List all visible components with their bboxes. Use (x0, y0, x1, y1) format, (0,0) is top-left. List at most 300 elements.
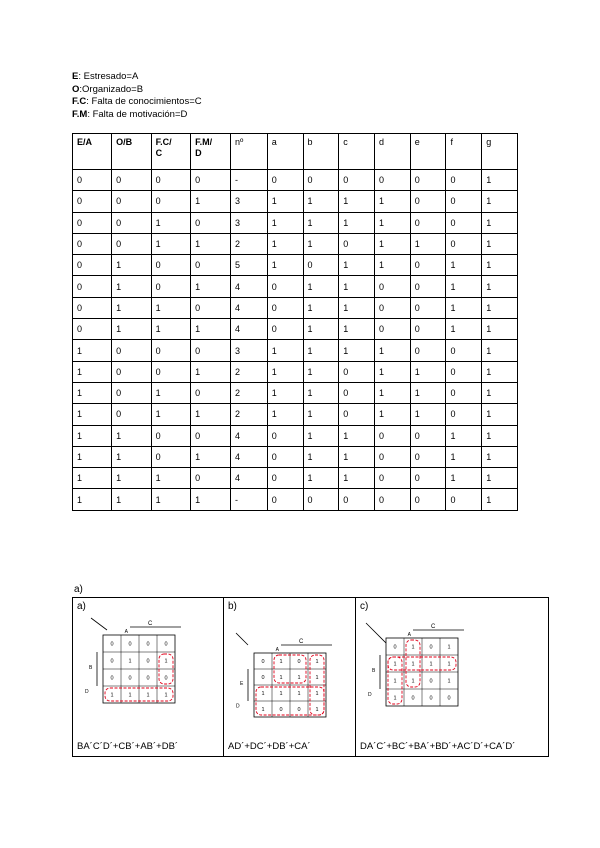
legend-abbr: F.C (72, 96, 87, 108)
table-cell: 1 (339, 425, 375, 446)
table-cell: 0 (374, 446, 410, 467)
legend-line (72, 71, 202, 84)
table-cell: 1 (482, 404, 518, 425)
kmap-cell-value: 1 (447, 661, 451, 668)
kmap-cell-value: 0 (429, 678, 433, 685)
kmap-a-expression: BA´C´D´+CB´+AB´+DB´ (77, 741, 179, 752)
kmap-cell-value: 1 (315, 675, 319, 681)
table-cell: 1 (267, 404, 303, 425)
table-cell: 0 (267, 489, 303, 510)
table-cell: 0 (112, 233, 151, 254)
table-cell: 1 (410, 361, 446, 382)
table-header-cell: g (482, 134, 518, 170)
kmap-cell-value: 0 (261, 675, 265, 681)
table-cell: 1 (303, 382, 339, 403)
table-cell: 0 (151, 170, 190, 191)
table-cell: 1 (73, 404, 112, 425)
table-cell: 0 (112, 382, 151, 403)
table-cell: 1 (482, 276, 518, 297)
kmap-var-label: A (275, 647, 279, 653)
table-cell: 0 (191, 212, 231, 233)
table-cell: 1 (191, 489, 231, 510)
table-cell: 0 (339, 233, 375, 254)
table-cell: 1 (267, 361, 303, 382)
kmap-cell-value: 1 (429, 661, 433, 668)
legend-line (72, 84, 202, 97)
table-cell: 1 (73, 468, 112, 489)
table-body (73, 170, 518, 511)
kmap-var-label: C (431, 624, 436, 630)
legend-abbr: E (72, 71, 79, 82)
table-cell: 1 (410, 404, 446, 425)
table-cell: 5 (230, 255, 267, 276)
table-cell: 1 (112, 425, 151, 446)
kmap-cell-value: 0 (164, 641, 168, 648)
table-cell: 1 (410, 382, 446, 403)
table-cell: 1 (482, 425, 518, 446)
kmap-cell-value: 1 (393, 678, 397, 685)
kmap-cell-value: 0 (279, 707, 283, 713)
legend-text: :Organizado=B (79, 83, 144, 95)
kmap-var-label: D (85, 688, 89, 695)
kmap-var-label: D (368, 691, 372, 698)
table-cell: 1 (112, 468, 151, 489)
table-cell: 1 (112, 255, 151, 276)
kmap-a-title: a) (77, 601, 86, 612)
table-cell: 1 (191, 319, 231, 340)
table-cell: 1 (191, 233, 231, 254)
table-cell: 0 (374, 170, 410, 191)
kmap-a-diagram (73, 598, 225, 758)
table-header-cell: E/A (73, 134, 112, 170)
kmap-var-label: B (372, 668, 376, 674)
table-header-cell: d (374, 134, 410, 170)
table-cell: 0 (191, 170, 231, 191)
kmap-cell-value: 0 (110, 641, 114, 648)
kmap-cell-value: 1 (411, 678, 415, 685)
table-cell: 1 (303, 340, 339, 361)
table-cell: 1 (191, 276, 231, 297)
table-cell: 0 (267, 468, 303, 489)
table-cell: 1 (410, 233, 446, 254)
kmap-corner-line (366, 623, 386, 643)
table-cell: 0 (339, 170, 375, 191)
kmap-cell-value: 0 (393, 644, 397, 651)
table-cell: 0 (267, 446, 303, 467)
kmap-cell-value: 1 (146, 692, 150, 699)
kmap-c-diagram (356, 598, 550, 758)
table-header-cell: b (303, 134, 339, 170)
table-cell: 1 (446, 319, 482, 340)
kmap-var-label: C (299, 639, 304, 645)
table-cell: 0 (374, 468, 410, 489)
table-cell: 1 (482, 233, 518, 254)
table-cell: 1 (112, 276, 151, 297)
kmap-cell-value: 1 (315, 691, 319, 697)
table-cell: 0 (410, 319, 446, 340)
kmap-cell-value: 1 (261, 707, 265, 713)
kmap-var-label: C (148, 621, 153, 627)
table-cell: 0 (73, 297, 112, 318)
legend-abbr: F.M (72, 108, 88, 120)
table-cell: 4 (230, 276, 267, 297)
kmap-b-title: b) (228, 601, 237, 612)
kmap-var-label: A (407, 632, 411, 638)
table-cell: 1 (446, 297, 482, 318)
kmap-var-label: E (240, 681, 244, 687)
table-cell: 1 (191, 191, 231, 212)
table-cell: 0 (410, 468, 446, 489)
table-row (73, 404, 518, 425)
table-cell: 1 (191, 404, 231, 425)
table-cell: 1 (374, 191, 410, 212)
table-cell: 1 (339, 255, 375, 276)
table-cell: 0 (151, 255, 190, 276)
table-cell: 1 (374, 255, 410, 276)
kmap-var-label: D (236, 703, 240, 710)
table-cell: 1 (112, 319, 151, 340)
table-cell: 0 (339, 361, 375, 382)
table-cell: 0 (191, 468, 231, 489)
kmap-cell-value: 1 (447, 678, 451, 685)
table-cell: 1 (191, 361, 231, 382)
table-cell: 0 (151, 446, 190, 467)
kmap-cell-value: 1 (297, 675, 301, 681)
table-cell: 0 (410, 276, 446, 297)
table-cell: 0 (339, 382, 375, 403)
table-cell: 1 (151, 404, 190, 425)
table-cell: 0 (339, 489, 375, 510)
table-cell: 4 (230, 319, 267, 340)
table-cell: 1 (267, 233, 303, 254)
table-row (73, 233, 518, 254)
table-cell: 0 (303, 489, 339, 510)
table-cell: 0 (374, 297, 410, 318)
table-cell: 0 (446, 404, 482, 425)
table-cell: 0 (410, 489, 446, 510)
table-cell: 1 (303, 276, 339, 297)
table-cell: 1 (303, 468, 339, 489)
kmap-cell-value: 0 (164, 675, 168, 682)
table-cell: 1 (339, 212, 375, 233)
table-cell: 1 (303, 191, 339, 212)
table-cell: 0 (191, 382, 231, 403)
table-cell: 1 (482, 361, 518, 382)
kmap-cell-value: 1 (393, 695, 397, 702)
table-cell: 1 (303, 361, 339, 382)
kmap-panel-a (72, 597, 224, 757)
table-cell: 1 (482, 297, 518, 318)
table-cell: 0 (267, 425, 303, 446)
table-cell: 0 (191, 297, 231, 318)
table-cell: 1 (151, 297, 190, 318)
kmap-cell-value: 1 (315, 659, 319, 665)
table-cell: 1 (446, 468, 482, 489)
table-cell: 1 (339, 276, 375, 297)
table-cell: 0 (303, 255, 339, 276)
kmap-c-title: c) (360, 601, 369, 612)
table-cell: 0 (446, 212, 482, 233)
table-cell: - (230, 170, 267, 191)
kmap-cell-value: 1 (164, 658, 168, 665)
table-cell: 1 (73, 340, 112, 361)
table-cell: 0 (191, 425, 231, 446)
table-cell: 0 (112, 404, 151, 425)
table-cell: 1 (303, 404, 339, 425)
table-row (73, 468, 518, 489)
table-cell: 1 (482, 446, 518, 467)
table-cell: 1 (339, 340, 375, 361)
table-cell: 0 (446, 170, 482, 191)
table-cell: 1 (482, 255, 518, 276)
table-cell: 0 (374, 276, 410, 297)
table-cell: 1 (339, 446, 375, 467)
table-cell: 0 (73, 170, 112, 191)
table-cell: 0 (151, 340, 190, 361)
table-cell: 0 (374, 319, 410, 340)
table-cell: 1 (151, 233, 190, 254)
table-row (73, 212, 518, 233)
table-cell: 3 (230, 191, 267, 212)
table-cell: 0 (112, 191, 151, 212)
table-cell: 1 (112, 446, 151, 467)
table-cell: 0 (151, 425, 190, 446)
table-cell: 1 (151, 489, 190, 510)
kmap-cell-value: 0 (146, 675, 150, 682)
table-cell: 1 (374, 382, 410, 403)
table-cell: 4 (230, 425, 267, 446)
kmap-cell-value: 1 (164, 692, 168, 699)
legend (72, 71, 202, 121)
kmap-var-label: B (89, 665, 93, 671)
kmap-cell-value: 0 (447, 695, 451, 702)
table-cell: 1 (303, 425, 339, 446)
table-cell: 0 (151, 276, 190, 297)
table-cell: 2 (230, 233, 267, 254)
table-cell: 1 (482, 468, 518, 489)
kmap-cell-value: 0 (146, 641, 150, 648)
table-cell: 1 (73, 446, 112, 467)
table-row (73, 297, 518, 318)
table-cell: 1 (267, 382, 303, 403)
table-cell: 0 (446, 340, 482, 361)
table-cell: 2 (230, 382, 267, 403)
table-row (73, 276, 518, 297)
legend-text: : Estresado=A (78, 71, 139, 82)
table-cell: 0 (112, 212, 151, 233)
kmap-cell-value: 0 (128, 641, 132, 648)
table-row (73, 191, 518, 212)
table-cell: 1 (374, 404, 410, 425)
table-cell: 1 (267, 212, 303, 233)
table-cell: 1 (374, 361, 410, 382)
table-cell: 1 (267, 191, 303, 212)
table-cell: 1 (112, 489, 151, 510)
table-cell: 4 (230, 297, 267, 318)
kmap-cell-value: 0 (128, 675, 132, 682)
table-cell: 0 (410, 255, 446, 276)
table-cell: 2 (230, 361, 267, 382)
kmap-cell-value: 1 (411, 644, 415, 651)
table-cell: 0 (446, 233, 482, 254)
kmap-cell-value: 1 (279, 691, 283, 697)
table-cell: 0 (410, 297, 446, 318)
table-row (73, 489, 518, 510)
table-header-cell: f (446, 134, 482, 170)
kmap-b-expression: AD´+DC´+DB´+CA´ (228, 741, 311, 752)
table-cell: 1 (151, 319, 190, 340)
table-cell: 0 (267, 319, 303, 340)
table-cell: 1 (482, 489, 518, 510)
table-cell: 0 (339, 404, 375, 425)
legend-text: : Falta de motivación=D (87, 108, 188, 120)
table-cell: 0 (446, 382, 482, 403)
table-cell: 0 (410, 446, 446, 467)
table-cell: 1 (374, 212, 410, 233)
table-cell: 1 (151, 382, 190, 403)
table-cell: 1 (374, 233, 410, 254)
table-cell: 0 (151, 191, 190, 212)
table-cell: 1 (73, 361, 112, 382)
table-cell: 1 (267, 340, 303, 361)
table-cell: 3 (230, 340, 267, 361)
table-cell: 1 (339, 191, 375, 212)
table-cell: 1 (303, 233, 339, 254)
table-cell: 0 (73, 191, 112, 212)
kmap-cell-value: 0 (110, 675, 114, 682)
table-cell: 1 (73, 489, 112, 510)
table-cell: 3 (230, 212, 267, 233)
table-cell: 0 (267, 170, 303, 191)
kmap-var-label: A (124, 629, 128, 635)
table-cell: 0 (410, 191, 446, 212)
kmap-cell-value: 1 (297, 691, 301, 697)
table-header-cell: c (339, 134, 375, 170)
table-cell: 0 (410, 170, 446, 191)
table-row (73, 340, 518, 361)
table-cell: 1 (303, 319, 339, 340)
kmap-panel-c (355, 597, 549, 757)
table-row (73, 319, 518, 340)
table-cell: 0 (73, 233, 112, 254)
table-cell: 1 (303, 297, 339, 318)
table-cell: 1 (446, 276, 482, 297)
kmap-cell-value: 0 (261, 659, 265, 665)
table-cell: 0 (151, 361, 190, 382)
table-row (73, 170, 518, 191)
table-header-cell: nº (230, 134, 267, 170)
table-cell: 0 (410, 340, 446, 361)
table-cell: 1 (482, 319, 518, 340)
kmap-panel-b (223, 597, 356, 757)
table-cell: 1 (112, 297, 151, 318)
table-cell: 0 (112, 170, 151, 191)
table-cell: 0 (73, 212, 112, 233)
table-cell: 1 (482, 170, 518, 191)
kmap-cell-value: 0 (110, 658, 114, 665)
table-cell: 0 (267, 297, 303, 318)
table-cell: 0 (374, 425, 410, 446)
table-cell: 0 (410, 425, 446, 446)
table-cell: 1 (73, 382, 112, 403)
table-cell: 1 (482, 382, 518, 403)
table-cell: 4 (230, 468, 267, 489)
table-cell: 0 (191, 255, 231, 276)
legend-line (72, 96, 202, 109)
table-cell: 1 (339, 468, 375, 489)
kmap-cell-value: 1 (110, 692, 114, 699)
kmap-cell-value: 0 (429, 695, 433, 702)
kmap-cell-value: 1 (128, 658, 132, 665)
table-cell: 1 (151, 212, 190, 233)
kmap-cell-value: 0 (429, 644, 433, 651)
truth-table (72, 133, 518, 511)
table-cell: 2 (230, 404, 267, 425)
table-cell: 1 (339, 319, 375, 340)
kmap-cell-value: 0 (297, 659, 301, 665)
table-cell: 1 (267, 255, 303, 276)
legend-line (72, 109, 202, 122)
table-cell: 0 (73, 276, 112, 297)
table-cell: 0 (73, 319, 112, 340)
kmap-cell-value: 0 (146, 658, 150, 665)
table-cell: 1 (374, 340, 410, 361)
table-cell: 0 (73, 255, 112, 276)
table-cell: 1 (446, 425, 482, 446)
section-label: a) (74, 584, 83, 595)
table-row (73, 361, 518, 382)
kmap-cell-value: 1 (315, 707, 319, 713)
table-header-row (73, 134, 518, 170)
table-cell: 0 (303, 170, 339, 191)
legend-abbr: O (72, 83, 80, 95)
table-row (73, 446, 518, 467)
table-header-cell: a (267, 134, 303, 170)
table-row (73, 255, 518, 276)
table-cell: 1 (482, 340, 518, 361)
table-cell: 0 (267, 276, 303, 297)
kmap-corner-line (236, 633, 248, 645)
table-header-cell: O/B (112, 134, 151, 170)
table-header-cell: F.C/ C (151, 134, 190, 170)
kmap-c-expression: DA´C´+BC´+BA´+BD´+AC´D´+CA´D´ (360, 741, 516, 752)
kmap-cell-value: 1 (279, 675, 283, 681)
kmap-cell-value: 1 (128, 692, 132, 699)
table-cell: 1 (446, 255, 482, 276)
kmap-corner-line (91, 618, 107, 630)
table-cell: 1 (482, 212, 518, 233)
table-row (73, 425, 518, 446)
table-header-cell: F.M/ D (191, 134, 231, 170)
kmap-cell-value: 1 (261, 691, 265, 697)
table-cell: 4 (230, 446, 267, 467)
kmap-cell-value: 0 (411, 695, 415, 702)
table-cell: 0 (191, 340, 231, 361)
table-cell: 1 (339, 297, 375, 318)
table-cell: 0 (112, 340, 151, 361)
table-cell: 1 (446, 446, 482, 467)
table-cell: 0 (112, 361, 151, 382)
table-cell: 0 (374, 489, 410, 510)
kmap-cell-value: 1 (279, 659, 283, 665)
table-cell: 1 (73, 425, 112, 446)
table-cell: 1 (151, 468, 190, 489)
table-cell: 1 (482, 191, 518, 212)
table-row (73, 382, 518, 403)
table-cell: 0 (446, 489, 482, 510)
kmap-cell-value: 1 (447, 644, 451, 651)
kmap-cell-value: 1 (411, 661, 415, 668)
